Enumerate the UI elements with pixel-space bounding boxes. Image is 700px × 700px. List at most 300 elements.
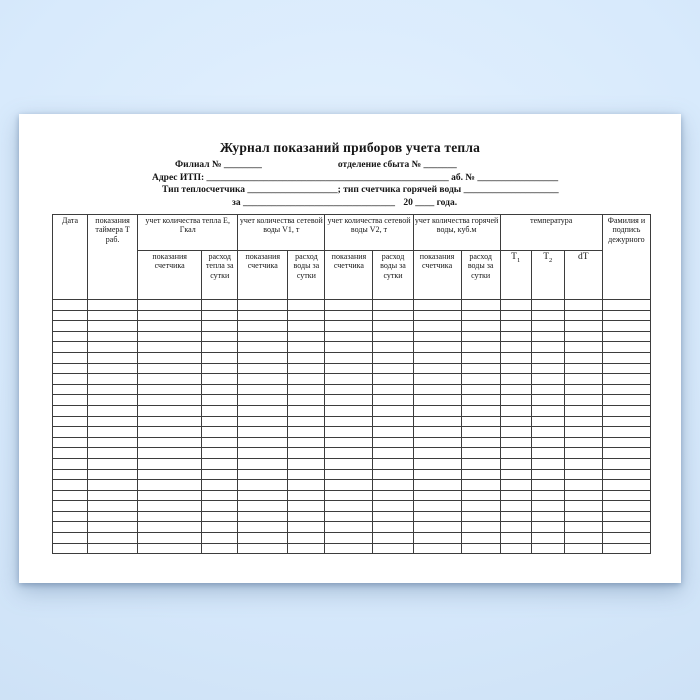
empty-cell: [325, 522, 373, 533]
empty-cell: [288, 437, 325, 448]
empty-cell: [202, 300, 238, 311]
empty-cell: [564, 331, 602, 342]
empty-cell: [531, 469, 564, 480]
empty-cell: [88, 321, 138, 332]
empty-cell: [288, 395, 325, 406]
empty-cell: [602, 384, 650, 395]
empty-cell: [373, 395, 413, 406]
empty-cell: [413, 448, 461, 459]
empty-cell: [564, 469, 602, 480]
empty-cell: [373, 352, 413, 363]
empty-cell: [138, 543, 202, 554]
empty-cell: [138, 395, 202, 406]
empty-cell: [138, 501, 202, 512]
empty-cell: [238, 405, 288, 416]
document-title: Журнал показаний приборов учета тепла: [219, 140, 481, 155]
empty-cell: [238, 458, 288, 469]
empty-cell: [500, 522, 531, 533]
empty-cell: [531, 533, 564, 544]
readings-table: [52, 214, 651, 554]
empty-cell: [531, 374, 564, 385]
subcol-heat-meter-reading: показания счетчика: [138, 251, 202, 300]
empty-cell: [138, 405, 202, 416]
group-header-network-water-v1: учет количества сетевой воды V1, т: [238, 215, 325, 251]
empty-cell: [461, 490, 500, 501]
empty-cell: [53, 384, 88, 395]
empty-cell: [602, 405, 650, 416]
empty-cell: [413, 427, 461, 438]
empty-cell: [325, 458, 373, 469]
empty-cell: [288, 448, 325, 459]
subcol-hot-meter-reading: показания счетчика: [413, 251, 461, 300]
empty-cell: [53, 416, 88, 427]
empty-cell: [138, 374, 202, 385]
empty-cell: [461, 543, 500, 554]
empty-cell: [373, 522, 413, 533]
empty-cell: [88, 363, 138, 374]
empty-cell: [88, 437, 138, 448]
empty-cell: [500, 480, 531, 491]
empty-cell: [138, 321, 202, 332]
empty-cell: [564, 490, 602, 501]
empty-cell: [373, 490, 413, 501]
empty-cell: [53, 501, 88, 512]
empty-cell: [531, 300, 564, 311]
empty-cell: [53, 522, 88, 533]
table-row: [53, 533, 651, 544]
empty-cell: [602, 543, 650, 554]
empty-cell: [461, 533, 500, 544]
empty-cell: [325, 321, 373, 332]
empty-cell: [531, 522, 564, 533]
table-row: [53, 321, 651, 332]
group-header-heat: учет количества тепла Е, Гкал: [138, 215, 238, 251]
empty-cell: [325, 533, 373, 544]
empty-cell: [564, 480, 602, 491]
empty-cell: [602, 427, 650, 438]
empty-cell: [288, 480, 325, 491]
empty-cell: [238, 342, 288, 353]
empty-cell: [500, 543, 531, 554]
subcol-v1-meter-reading: показания счетчика: [238, 251, 288, 300]
year-prefix: 20: [403, 197, 413, 208]
empty-cell: [238, 300, 288, 311]
empty-cell: [373, 437, 413, 448]
empty-cell: [202, 543, 238, 554]
table-row: [53, 543, 651, 554]
empty-cell: [602, 331, 650, 342]
empty-cell: [602, 480, 650, 491]
heat-meter-blank-line: ___________________: [247, 185, 338, 196]
col-header-date: Дата: [53, 215, 88, 300]
empty-cell: [413, 352, 461, 363]
empty-cell: [500, 405, 531, 416]
form-line-meter-types: [19, 184, 681, 197]
empty-cell: [53, 310, 88, 321]
empty-cell: [88, 480, 138, 491]
empty-cell: [500, 352, 531, 363]
empty-cell: [88, 331, 138, 342]
table-header: [53, 215, 651, 300]
empty-cell: [564, 342, 602, 353]
empty-cell: [564, 533, 602, 544]
table-row: [53, 490, 651, 501]
empty-cell: [461, 395, 500, 406]
empty-cell: [413, 363, 461, 374]
empty-cell: [461, 300, 500, 311]
empty-cell: [88, 469, 138, 480]
empty-cell: [202, 427, 238, 438]
hot-water-meter-blank-line: ____________________: [463, 185, 559, 196]
empty-cell: [88, 416, 138, 427]
empty-cell: [138, 522, 202, 533]
empty-cell: [325, 448, 373, 459]
empty-cell: [288, 331, 325, 342]
empty-cell: [564, 543, 602, 554]
empty-cell: [500, 469, 531, 480]
empty-cell: [138, 384, 202, 395]
empty-cell: [461, 416, 500, 427]
empty-cell: [138, 427, 202, 438]
empty-cell: [288, 469, 325, 480]
empty-cell: [238, 310, 288, 321]
empty-cell: [413, 522, 461, 533]
empty-cell: [413, 469, 461, 480]
table-row: [53, 501, 651, 512]
empty-cell: [531, 543, 564, 554]
empty-cell: [238, 501, 288, 512]
empty-cell: [238, 416, 288, 427]
empty-cell: [325, 374, 373, 385]
empty-cell: [564, 395, 602, 406]
empty-cell: [461, 480, 500, 491]
empty-cell: [461, 405, 500, 416]
empty-cell: [88, 543, 138, 554]
subcol-temperature-t1: [500, 251, 531, 300]
empty-cell: [602, 321, 650, 332]
empty-cell: [53, 352, 88, 363]
empty-cell: [202, 363, 238, 374]
empty-cell: [88, 405, 138, 416]
empty-cell: [500, 501, 531, 512]
table-row: [53, 374, 651, 385]
empty-cell: [500, 321, 531, 332]
t1-subscript: 1: [516, 256, 521, 264]
empty-cell: [500, 427, 531, 438]
empty-cell: [500, 437, 531, 448]
empty-cell: [288, 405, 325, 416]
empty-cell: [602, 458, 650, 469]
empty-cell: [413, 533, 461, 544]
t2-subscript: 2: [549, 256, 553, 264]
empty-cell: [500, 511, 531, 522]
empty-cell: [325, 501, 373, 512]
empty-cell: [288, 543, 325, 554]
empty-cell: [461, 522, 500, 533]
address-blank-line: ___________________________________________________: [206, 172, 449, 183]
empty-cell: [373, 469, 413, 480]
empty-cell: [564, 405, 602, 416]
empty-cell: [238, 427, 288, 438]
empty-cell: [53, 533, 88, 544]
empty-cell: [602, 342, 650, 353]
empty-cell: [564, 374, 602, 385]
empty-cell: [461, 384, 500, 395]
empty-cell: [53, 480, 88, 491]
empty-cell: [138, 490, 202, 501]
period-label: за: [232, 197, 241, 208]
empty-cell: [602, 300, 650, 311]
table-row: [53, 448, 651, 459]
empty-cell: [138, 480, 202, 491]
empty-cell: [288, 342, 325, 353]
empty-cell: [53, 331, 88, 342]
empty-cell: [373, 331, 413, 342]
empty-cell: [413, 458, 461, 469]
empty-cell: [238, 331, 288, 342]
empty-cell: [564, 427, 602, 438]
empty-cell: [202, 384, 238, 395]
table-body: [53, 300, 651, 554]
empty-cell: [602, 374, 650, 385]
empty-cell: [202, 352, 238, 363]
empty-cell: [202, 331, 238, 342]
empty-cell: [325, 395, 373, 406]
empty-cell: [461, 427, 500, 438]
empty-cell: [325, 469, 373, 480]
empty-cell: [53, 437, 88, 448]
empty-cell: [53, 363, 88, 374]
empty-cell: [602, 469, 650, 480]
empty-cell: [564, 437, 602, 448]
empty-cell: [53, 469, 88, 480]
empty-cell: [602, 511, 650, 522]
empty-cell: [238, 437, 288, 448]
empty-cell: [138, 416, 202, 427]
subcol-v1-daily-consumption: расход воды за сутки: [288, 251, 325, 300]
empty-cell: [325, 331, 373, 342]
empty-cell: [531, 405, 564, 416]
empty-cell: [138, 310, 202, 321]
empty-cell: [373, 384, 413, 395]
empty-cell: [53, 405, 88, 416]
empty-cell: [500, 416, 531, 427]
empty-cell: [288, 533, 325, 544]
empty-cell: [531, 480, 564, 491]
empty-cell: [202, 511, 238, 522]
empty-cell: [373, 374, 413, 385]
empty-cell: [88, 395, 138, 406]
empty-cell: [602, 363, 650, 374]
empty-cell: [531, 310, 564, 321]
empty-cell: [202, 416, 238, 427]
empty-cell: [138, 458, 202, 469]
empty-cell: [202, 310, 238, 321]
empty-cell: [373, 501, 413, 512]
empty-cell: [602, 490, 650, 501]
empty-cell: [564, 384, 602, 395]
empty-cell: [602, 522, 650, 533]
table-row: [53, 331, 651, 342]
empty-cell: [531, 416, 564, 427]
table-row: [53, 363, 651, 374]
empty-cell: [500, 342, 531, 353]
empty-cell: [288, 427, 325, 438]
empty-cell: [413, 405, 461, 416]
empty-cell: [413, 300, 461, 311]
empty-cell: [288, 511, 325, 522]
empty-cell: [202, 458, 238, 469]
empty-cell: [88, 310, 138, 321]
empty-cell: [500, 490, 531, 501]
empty-cell: [500, 310, 531, 321]
empty-cell: [602, 533, 650, 544]
empty-cell: [373, 458, 413, 469]
empty-cell: [373, 480, 413, 491]
empty-cell: [88, 427, 138, 438]
empty-cell: [500, 331, 531, 342]
empty-cell: [288, 363, 325, 374]
empty-cell: [531, 511, 564, 522]
empty-cell: [500, 458, 531, 469]
empty-cell: [500, 363, 531, 374]
empty-cell: [413, 374, 461, 385]
empty-cell: [461, 352, 500, 363]
empty-cell: [238, 374, 288, 385]
empty-cell: [238, 522, 288, 533]
empty-cell: [325, 480, 373, 491]
empty-cell: [53, 395, 88, 406]
empty-cell: [238, 469, 288, 480]
empty-cell: [500, 300, 531, 311]
table-row: [53, 405, 651, 416]
empty-cell: [88, 300, 138, 311]
empty-cell: [138, 363, 202, 374]
empty-cell: [531, 448, 564, 459]
empty-cell: [373, 300, 413, 311]
empty-cell: [53, 511, 88, 522]
empty-cell: [53, 448, 88, 459]
empty-cell: [413, 416, 461, 427]
empty-cell: [202, 395, 238, 406]
empty-cell: [531, 363, 564, 374]
empty-cell: [138, 342, 202, 353]
empty-cell: [238, 511, 288, 522]
table-row: [53, 437, 651, 448]
empty-cell: [531, 342, 564, 353]
empty-cell: [325, 427, 373, 438]
subcol-v2-meter-reading: показания счетчика: [325, 251, 373, 300]
empty-cell: [602, 437, 650, 448]
empty-cell: [373, 448, 413, 459]
empty-cell: [461, 363, 500, 374]
empty-cell: [413, 480, 461, 491]
empty-cell: [88, 533, 138, 544]
empty-cell: [413, 342, 461, 353]
empty-cell: [564, 522, 602, 533]
table-row: [53, 352, 651, 363]
empty-cell: [138, 448, 202, 459]
empty-cell: [531, 352, 564, 363]
empty-cell: [288, 300, 325, 311]
subcol-heat-daily-consumption: расход тепла за сутки: [202, 251, 238, 300]
empty-cell: [325, 543, 373, 554]
empty-cell: [138, 300, 202, 311]
empty-cell: [88, 374, 138, 385]
empty-cell: [461, 331, 500, 342]
empty-cell: [138, 511, 202, 522]
empty-cell: [53, 427, 88, 438]
empty-cell: [602, 416, 650, 427]
empty-cell: [202, 490, 238, 501]
table-row: [53, 427, 651, 438]
table-row: [53, 310, 651, 321]
empty-cell: [202, 522, 238, 533]
col-header-timer: показания таймера Т раб.: [88, 215, 138, 300]
empty-cell: [531, 490, 564, 501]
table-row: [53, 300, 651, 311]
empty-cell: [288, 501, 325, 512]
form-line-period: [19, 197, 681, 210]
empty-cell: [413, 395, 461, 406]
empty-cell: [325, 416, 373, 427]
empty-cell: [564, 511, 602, 522]
empty-cell: [53, 458, 88, 469]
empty-cell: [53, 342, 88, 353]
empty-cell: [288, 310, 325, 321]
empty-cell: [373, 405, 413, 416]
table-row: [53, 522, 651, 533]
empty-cell: [138, 437, 202, 448]
empty-cell: [202, 374, 238, 385]
header-row-groups: [53, 215, 651, 251]
empty-cell: [138, 331, 202, 342]
empty-cell: [53, 374, 88, 385]
table-row: [53, 384, 651, 395]
empty-cell: [602, 448, 650, 459]
empty-cell: [413, 331, 461, 342]
empty-cell: [500, 395, 531, 406]
empty-cell: [500, 448, 531, 459]
empty-cell: [202, 469, 238, 480]
empty-cell: [564, 300, 602, 311]
hot-water-meter-label: ; тип счетчика горячей воды: [337, 185, 462, 196]
empty-cell: [373, 321, 413, 332]
empty-cell: [325, 300, 373, 311]
empty-cell: [325, 384, 373, 395]
empty-cell: [602, 352, 650, 363]
empty-cell: [288, 458, 325, 469]
empty-cell: [602, 501, 650, 512]
empty-cell: [413, 384, 461, 395]
empty-cell: [564, 352, 602, 363]
empty-cell: [325, 342, 373, 353]
empty-cell: [564, 458, 602, 469]
year-suffix: года.: [436, 197, 458, 208]
subcol-temperature-t2: [531, 251, 564, 300]
empty-cell: [88, 458, 138, 469]
empty-cell: [88, 384, 138, 395]
empty-cell: [238, 480, 288, 491]
empty-cell: [238, 384, 288, 395]
empty-cell: [564, 363, 602, 374]
empty-cell: [461, 374, 500, 385]
empty-cell: [602, 395, 650, 406]
empty-cell: [373, 416, 413, 427]
empty-cell: [238, 533, 288, 544]
empty-cell: [602, 310, 650, 321]
empty-cell: [238, 395, 288, 406]
